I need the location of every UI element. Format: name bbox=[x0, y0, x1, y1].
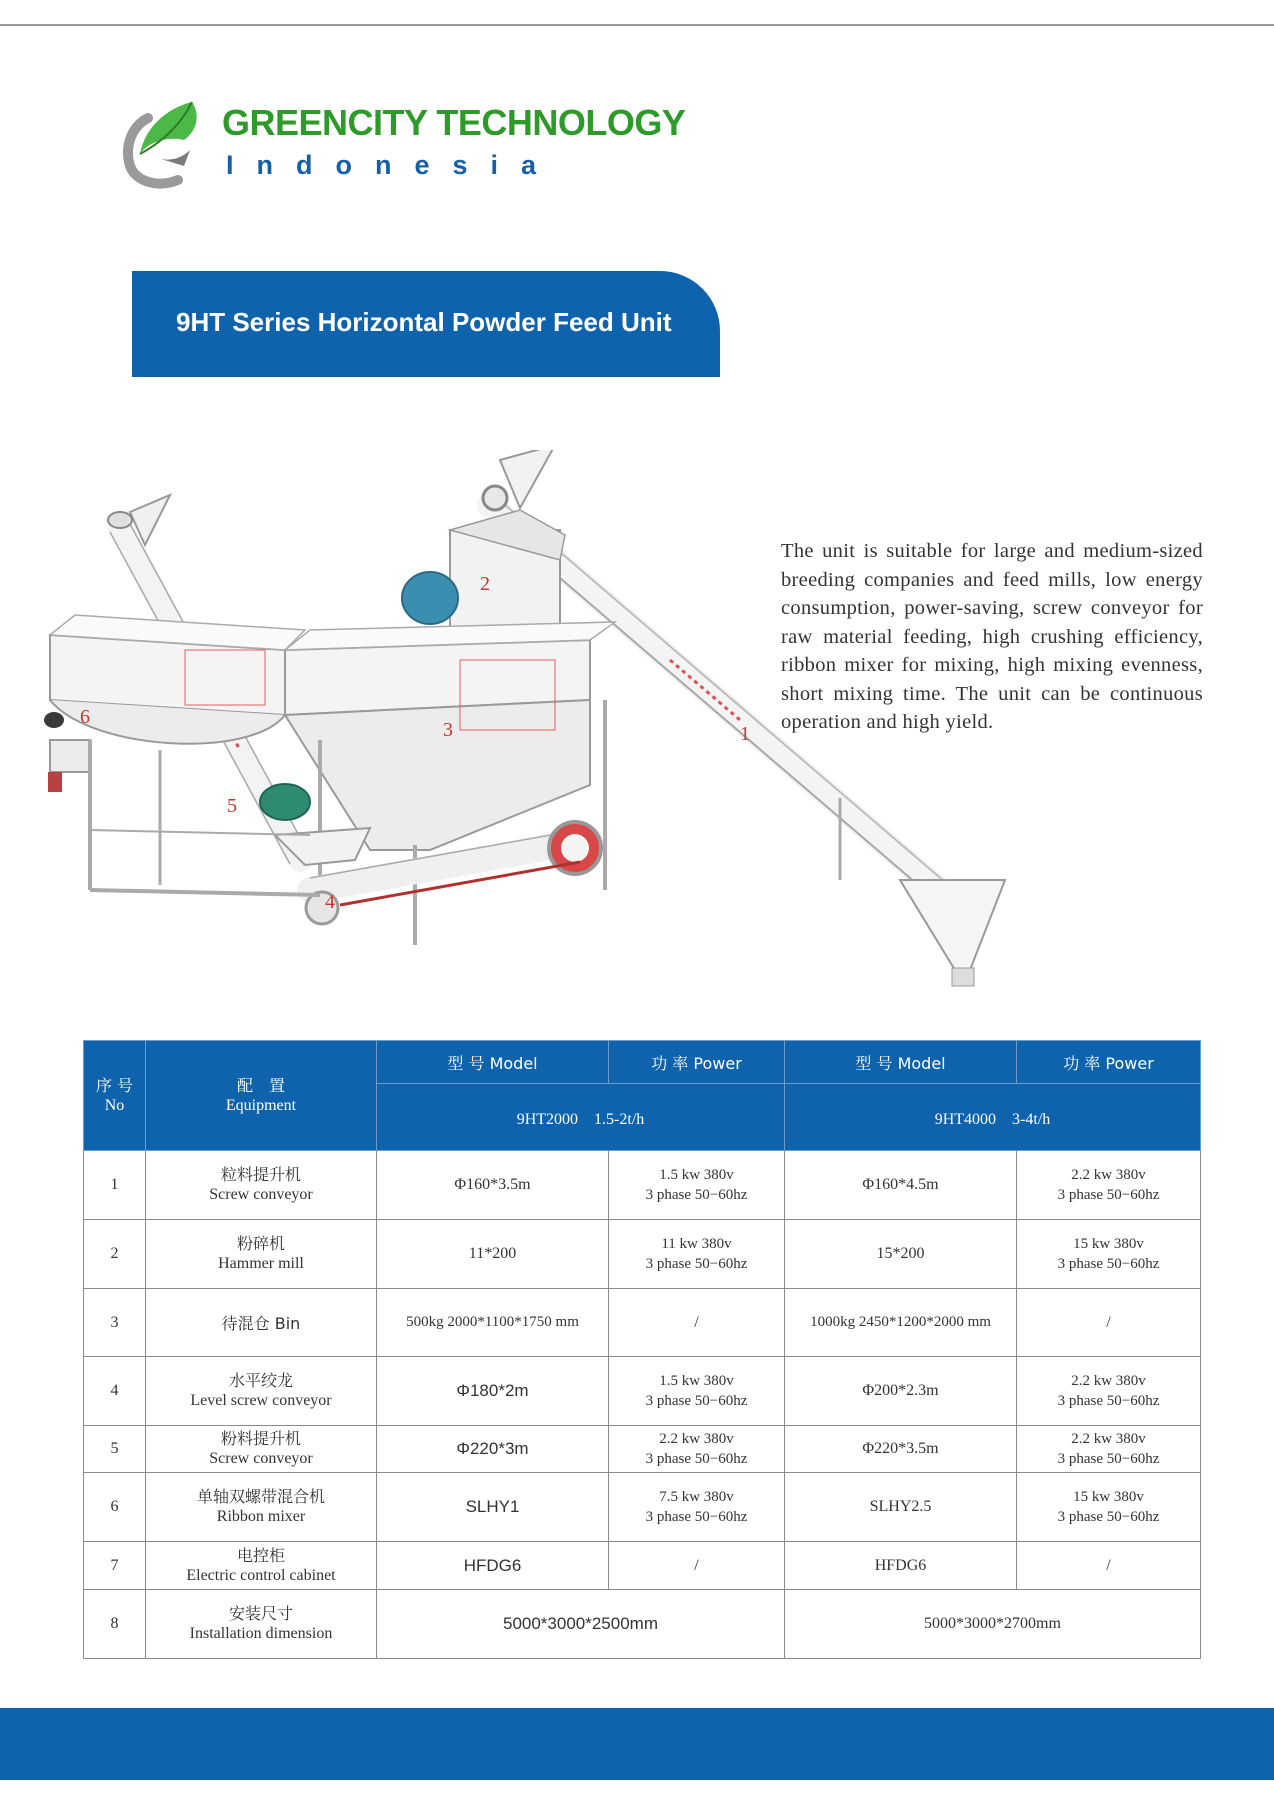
table-row: 3 待混仓 Bin 500kg 2000*1100*1750 mm / 1000kg 2450*1200*2000 mm / bbox=[84, 1289, 1201, 1357]
callout-4: 4 bbox=[325, 891, 335, 913]
title-banner bbox=[132, 271, 720, 377]
specification-table bbox=[83, 1040, 1201, 1659]
header-model-a: 型 号 Model bbox=[377, 1041, 609, 1084]
footer-band bbox=[0, 1708, 1274, 1780]
table-row: 6 单轴双螺带混合机 Ribbon mixer SLHY1 7.5 kw 380v 3 phase 50−60hz SLHY2.5 15 kw 380v 3 phase 50−60hz bbox=[84, 1473, 1201, 1542]
table-row: 2 粉碎机 Hammer mill 11*200 11 kw 380v 3 phase 50−60hz 15*200 15 kw 380v 3 phase 50−60hz bbox=[84, 1220, 1201, 1289]
brand-name: GREENCITY TECHNOLOGY bbox=[222, 102, 686, 143]
callout-2: 2 bbox=[480, 573, 490, 595]
leaf-swoosh-icon bbox=[118, 96, 218, 192]
table-row: 5 粉料提升机 Screw conveyor Φ220*3m 2.2 kw 380v 3 phase 50−60hz Φ220*3.5m 2.2 kw 380v 3 phase 50−60hz bbox=[84, 1426, 1201, 1473]
callout-3: 3 bbox=[443, 719, 453, 741]
header-power-a: 功 率 Power bbox=[609, 1041, 785, 1084]
callout-6: 6 bbox=[80, 706, 90, 728]
table-row: 8 安装尺寸 Installation dimension 5000*3000*2500mm 5000*3000*2700mm bbox=[84, 1590, 1201, 1659]
callout-5: 5 bbox=[227, 795, 237, 817]
table-row: 1 粒料提升机 Screw conveyor Φ160*3.5m 1.5 kw 380v 3 phase 50−60hz Φ160*4.5m 2.2 kw 380v 3 phase 50−60hz bbox=[84, 1151, 1201, 1220]
header-equipment: 配 置 Equipment bbox=[146, 1041, 377, 1151]
header-unit-a: 9HT2000 1.5-2t/h bbox=[377, 1084, 785, 1151]
header-no: 序 号 No bbox=[84, 1041, 146, 1151]
product-description: The unit is suitable for large and medium-sized breeding companies and feed mills, low energy consumption, power-saving, screw conveyor for raw material feeding, high crushing efficiency, ribbon mixer for mixing, high mixing evenness, short mixing time. The unit can be continuous operation and high yield. bbox=[781, 540, 1203, 733]
table-row: 7 电控柜 Electric control cabinet HFDG6 / HFDG6 / bbox=[84, 1542, 1201, 1590]
page-title: 9HT Series Horizontal Powder Feed Unit bbox=[176, 307, 672, 337]
top-rule bbox=[0, 24, 1274, 26]
header-model-b: 型 号 Model bbox=[785, 1041, 1017, 1084]
company-logo bbox=[118, 96, 686, 196]
header-unit-b: 9HT4000 3-4t/h bbox=[785, 1084, 1201, 1151]
table-row: 4 水平绞龙 Level screw conveyor Φ180*2m 1.5 kw 380v 3 phase 50−60hz Φ200*2.3m 2.2 kw 380v 3 phase 50−60hz bbox=[84, 1357, 1201, 1426]
callout-1: 1 bbox=[740, 723, 750, 745]
brand-subtitle: Indonesia bbox=[226, 150, 560, 180]
header-power-b: 功 率 Power bbox=[1017, 1041, 1201, 1084]
